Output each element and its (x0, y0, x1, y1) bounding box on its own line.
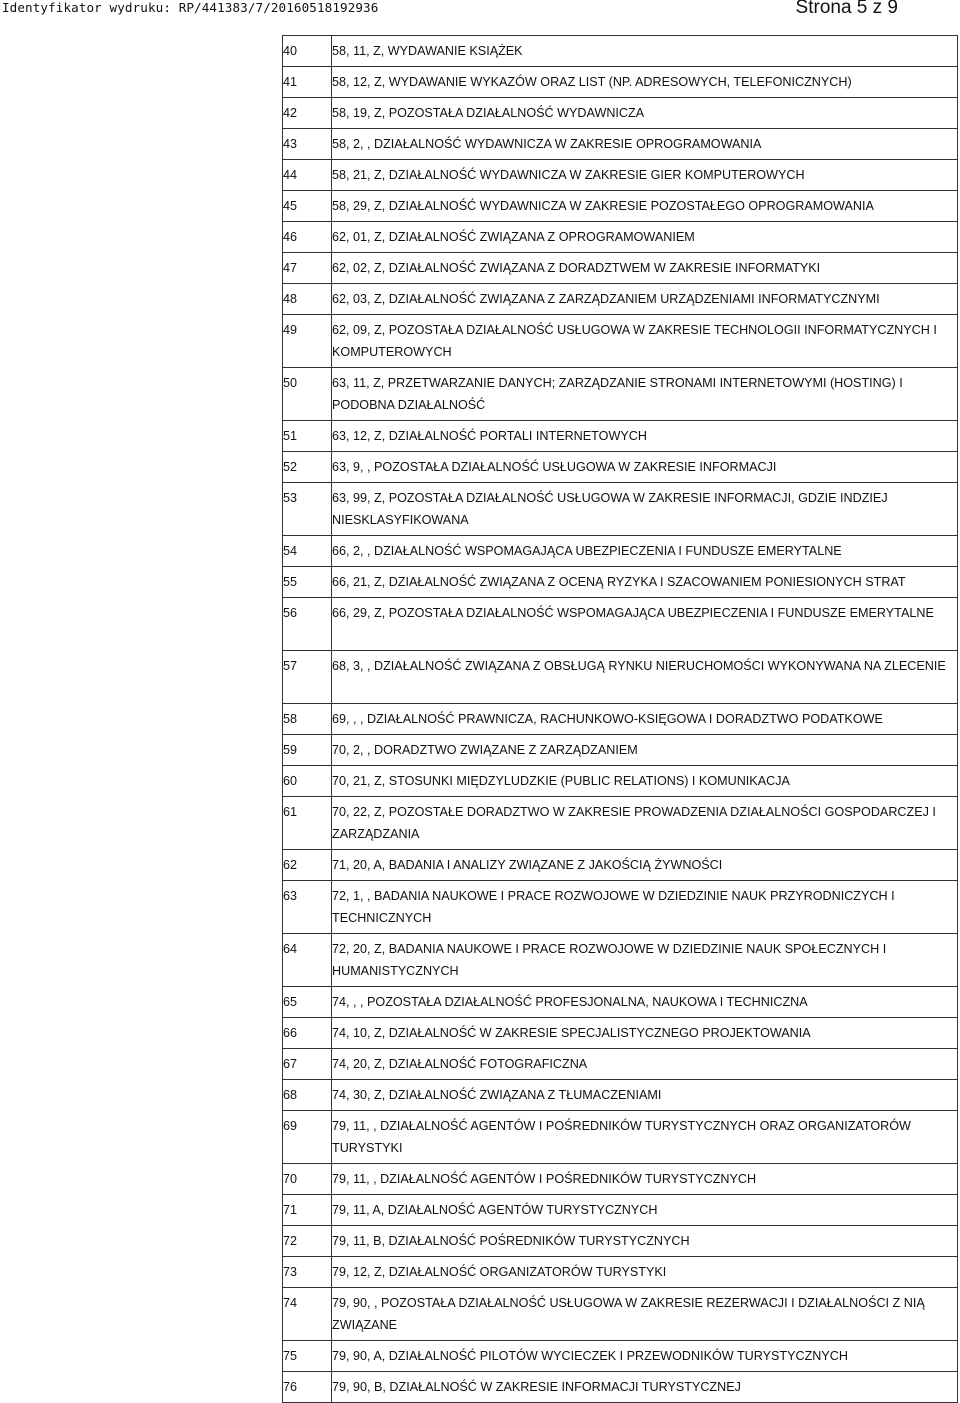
table-row (283, 222, 958, 253)
table-row (283, 483, 958, 536)
row-description: 68, 3, , DZIAŁALNOŚĆ ZWIĄZANA Z OBSŁUGĄ RYNKU NIERUCHOMOŚCI WYKONYWANA NA ZLECENIE (332, 651, 958, 704)
row-number: 60 (283, 766, 332, 797)
row-number: 67 (283, 1049, 332, 1080)
row-description: 79, 11, B, DZIAŁALNOŚĆ POŚREDNIKÓW TURYSTYCZNYCH (332, 1226, 958, 1257)
row-number: 76 (283, 1372, 332, 1403)
row-description: 58, 12, Z, WYDAWANIE WYKAZÓW ORAZ LIST (NP. ADRESOWYCH, TELEFONICZNYCH) (332, 67, 958, 98)
row-number: 41 (283, 67, 332, 98)
row-description: 72, 20, Z, BADANIA NAUKOWE I PRACE ROZWOJOWE W DZIEDZINIE NAUK SPOŁECZNYCH I HUMANISTYCZNYCH (332, 934, 958, 987)
table-row (283, 36, 958, 67)
table-row (283, 368, 958, 421)
table-row (283, 452, 958, 483)
table-row (283, 191, 958, 222)
row-description: 74, 10, Z, DZIAŁALNOŚĆ W ZAKRESIE SPECJALISTYCZNEGO PROJEKTOWANIA (332, 1018, 958, 1049)
row-description: 70, 2, , DORADZTWO ZWIĄZANE Z ZARZĄDZANIEM (332, 735, 958, 766)
table-row (283, 598, 958, 651)
table-row (283, 1018, 958, 1049)
row-description: 58, 19, Z, POZOSTAŁA DZIAŁALNOŚĆ WYDAWNICZA (332, 98, 958, 129)
row-number: 69 (283, 1111, 332, 1164)
table-row (283, 1341, 958, 1372)
row-description: 63, 99, Z, POZOSTAŁA DZIAŁALNOŚĆ USŁUGOWA W ZAKRESIE INFORMACJI, GDZIE INDZIEJ NIESKLASYFIKOWANA (332, 483, 958, 536)
table-row (283, 67, 958, 98)
row-description: 79, 11, , DZIAŁALNOŚĆ AGENTÓW I POŚREDNIKÓW TURYSTYCZNYCH ORAZ ORGANIZATORÓW TURYSTYKI (332, 1111, 958, 1164)
row-description: 63, 9, , POZOSTAŁA DZIAŁALNOŚĆ USŁUGOWA W ZAKRESIE INFORMACJI (332, 452, 958, 483)
row-number: 40 (283, 36, 332, 67)
row-number: 54 (283, 536, 332, 567)
row-number: 57 (283, 651, 332, 704)
row-description: 63, 11, Z, PRZETWARZANIE DANYCH; ZARZĄDZANIE STRONAMI INTERNETOWYMI (HOSTING) I PODOBNA DZIAŁALNOŚĆ (332, 368, 958, 421)
table-row (283, 987, 958, 1018)
table-row (283, 934, 958, 987)
row-description: 79, 90, A, DZIAŁALNOŚĆ PILOTÓW WYCIECZEK I PRZEWODNIKÓW TURYSTYCZNYCH (332, 1341, 958, 1372)
pkd-table-body (283, 36, 958, 1403)
row-number: 63 (283, 881, 332, 934)
row-number: 66 (283, 1018, 332, 1049)
row-number: 48 (283, 284, 332, 315)
row-number: 52 (283, 452, 332, 483)
row-description: 58, 21, Z, DZIAŁALNOŚĆ WYDAWNICZA W ZAKRESIE GIER KOMPUTEROWYCH (332, 160, 958, 191)
table-row (283, 160, 958, 191)
row-number: 42 (283, 98, 332, 129)
row-description: 79, 11, A, DZIAŁALNOŚĆ AGENTÓW TURYSTYCZNYCH (332, 1195, 958, 1226)
table-row (283, 1164, 958, 1195)
table-row (283, 1111, 958, 1164)
row-description: 70, 22, Z, POZOSTAŁE DORADZTWO W ZAKRESIE PROWADZENIA DZIAŁALNOŚCI GOSPODARCZEJ I ZARZĄDZANIA (332, 797, 958, 850)
table-row (283, 536, 958, 567)
row-description: 63, 12, Z, DZIAŁALNOŚĆ PORTALI INTERNETOWYCH (332, 421, 958, 452)
table-row (283, 735, 958, 766)
row-number: 56 (283, 598, 332, 651)
table-row (283, 1080, 958, 1111)
row-number: 72 (283, 1226, 332, 1257)
row-description: 66, 29, Z, POZOSTAŁA DZIAŁALNOŚĆ WSPOMAGAJĄCA UBEZPIECZENIA I FUNDUSZE EMERYTALNE (332, 598, 958, 651)
table-row (283, 850, 958, 881)
row-description: 71, 20, A, BADANIA I ANALIZY ZWIĄZANE Z JAKOŚCIĄ ŻYWNOŚCI (332, 850, 958, 881)
row-number: 64 (283, 934, 332, 987)
row-number: 59 (283, 735, 332, 766)
row-description: 58, 11, Z, WYDAWANIE KSIĄŻEK (332, 36, 958, 67)
row-number: 61 (283, 797, 332, 850)
row-description: 58, 2, , DZIAŁALNOŚĆ WYDAWNICZA W ZAKRESIE OPROGRAMOWANIA (332, 129, 958, 160)
table-row (283, 1195, 958, 1226)
row-description: 66, 21, Z, DZIAŁALNOŚĆ ZWIĄZANA Z OCENĄ RYZYKA I SZACOWANIEM PONIESIONYCH STRAT (332, 567, 958, 598)
table-row (283, 567, 958, 598)
row-number: 53 (283, 483, 332, 536)
row-number: 55 (283, 567, 332, 598)
row-description: 79, 90, B, DZIAŁALNOŚĆ W ZAKRESIE INFORMACJI TURYSTYCZNEJ (332, 1372, 958, 1403)
row-description: 74, 20, Z, DZIAŁALNOŚĆ FOTOGRAFICZNA (332, 1049, 958, 1080)
row-number: 46 (283, 222, 332, 253)
row-description: 62, 02, Z, DZIAŁALNOŚĆ ZWIĄZANA Z DORADZTWEM W ZAKRESIE INFORMATYKI (332, 253, 958, 284)
row-number: 74 (283, 1288, 332, 1341)
table-row (283, 284, 958, 315)
row-description: 69, , , DZIAŁALNOŚĆ PRAWNICZA, RACHUNKOWO-KSIĘGOWA I DORADZTWO PODATKOWE (332, 704, 958, 735)
row-number: 71 (283, 1195, 332, 1226)
row-description: 62, 01, Z, DZIAŁALNOŚĆ ZWIĄZANA Z OPROGRAMOWANIEM (332, 222, 958, 253)
row-number: 73 (283, 1257, 332, 1288)
table-row (283, 797, 958, 850)
table-row (283, 253, 958, 284)
row-number: 45 (283, 191, 332, 222)
row-number: 65 (283, 987, 332, 1018)
table-row (283, 766, 958, 797)
table-row (283, 129, 958, 160)
row-number: 44 (283, 160, 332, 191)
table-row (283, 881, 958, 934)
row-number: 51 (283, 421, 332, 452)
row-description: 62, 09, Z, POZOSTAŁA DZIAŁALNOŚĆ USŁUGOWA W ZAKRESIE TECHNOLOGII INFORMATYCZNYCH I KOMPUTEROWYCH (332, 315, 958, 368)
table-row (283, 421, 958, 452)
row-description: 58, 29, Z, DZIAŁALNOŚĆ WYDAWNICZA W ZAKRESIE POZOSTAŁEGO OPROGRAMOWANIA (332, 191, 958, 222)
table-row (283, 1049, 958, 1080)
table-row (283, 1257, 958, 1288)
row-number: 49 (283, 315, 332, 368)
row-number: 50 (283, 368, 332, 421)
row-description: 74, 30, Z, DZIAŁALNOŚĆ ZWIĄZANA Z TŁUMACZENIAMI (332, 1080, 958, 1111)
pkd-table (282, 35, 958, 1403)
table-row (283, 98, 958, 129)
row-number: 75 (283, 1341, 332, 1372)
row-description: 74, , , POZOSTAŁA DZIAŁALNOŚĆ PROFESJONALNA, NAUKOWA I TECHNICZNA (332, 987, 958, 1018)
table-row (283, 1288, 958, 1341)
row-number: 58 (283, 704, 332, 735)
table-row (283, 704, 958, 735)
row-description: 79, 12, Z, DZIAŁALNOŚĆ ORGANIZATORÓW TURYSTYKI (332, 1257, 958, 1288)
table-row (283, 315, 958, 368)
row-description: 79, 11, , DZIAŁALNOŚĆ AGENTÓW I POŚREDNIKÓW TURYSTYCZNYCH (332, 1164, 958, 1195)
row-description: 62, 03, Z, DZIAŁALNOŚĆ ZWIĄZANA Z ZARZĄDZANIEM URZĄDZENIAMI INFORMATYCZNYMI (332, 284, 958, 315)
print-identifier: Identyfikator wydruku: RP/441383/7/20160518192936 (2, 0, 379, 15)
row-number: 70 (283, 1164, 332, 1195)
row-number: 68 (283, 1080, 332, 1111)
row-number: 47 (283, 253, 332, 284)
row-description: 66, 2, , DZIAŁALNOŚĆ WSPOMAGAJĄCA UBEZPIECZENIA I FUNDUSZE EMERYTALNE (332, 536, 958, 567)
row-description: 79, 90, , POZOSTAŁA DZIAŁALNOŚĆ USŁUGOWA W ZAKRESIE REZERWACJI I DZIAŁALNOŚCI Z NIĄ ZWIĄZANE (332, 1288, 958, 1341)
table-row (283, 1372, 958, 1403)
row-number: 43 (283, 129, 332, 160)
page-header (0, 0, 960, 22)
row-number: 62 (283, 850, 332, 881)
row-description: 72, 1, , BADANIA NAUKOWE I PRACE ROZWOJOWE W DZIEDZINIE NAUK PRZYRODNICZYCH I TECHNICZNYCH (332, 881, 958, 934)
table-row (283, 651, 958, 704)
page-number: Strona 5 z 9 (795, 0, 898, 18)
table-row (283, 1226, 958, 1257)
row-description: 70, 21, Z, STOSUNKI MIĘDZYLUDZKIE (PUBLIC RELATIONS) I KOMUNIKACJA (332, 766, 958, 797)
